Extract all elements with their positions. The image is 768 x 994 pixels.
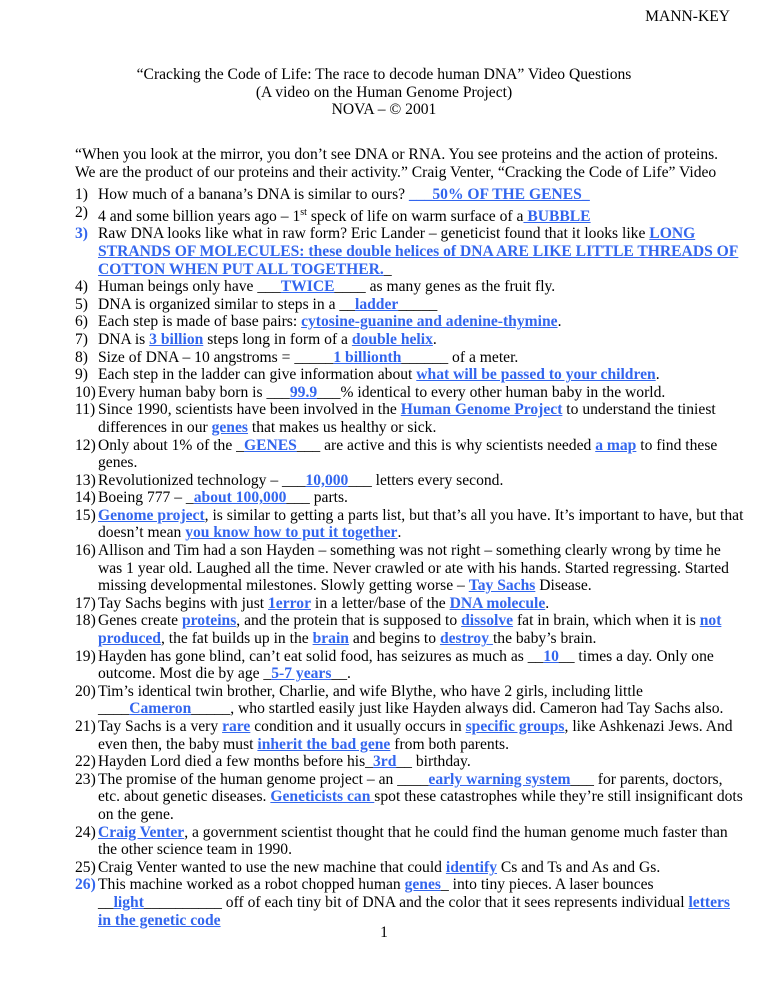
question-text: Size of DNA – 10 angstroms = _____: [98, 348, 334, 366]
subtitle-line: (A video on the Human Genome Project): [255, 83, 513, 101]
question-item: [75, 313, 745, 331]
answer-text: early warning system: [428, 770, 571, 788]
answer-text: TWICE: [280, 278, 335, 296]
question-number: 19): [75, 647, 96, 665]
answer-text: inherit the bad gene: [257, 735, 391, 753]
question-text: ___ letters every second.: [348, 471, 504, 489]
answer-text: 1error: [268, 594, 311, 612]
answer-text: 5-7 years: [271, 665, 332, 683]
answer-text: Craig Venter: [98, 823, 185, 841]
question-text: _ into tiny pieces. A laser bounces __: [98, 876, 654, 911]
question-number: 10): [75, 383, 96, 401]
page-number: 1: [380, 924, 388, 941]
question-text: ____ as many genes as the fruit fly.: [334, 278, 556, 296]
answer-text: double helix: [351, 330, 433, 348]
question-text: ___ for parents, doctors, etc. about genetic diseases.: [98, 770, 723, 806]
question-number: 24): [75, 823, 96, 841]
question-text: 4 and some billion years ago – 1: [98, 207, 301, 225]
question-text: steps long in form of a: [203, 330, 352, 348]
question-number: 3): [75, 225, 88, 243]
answer-text: identify: [445, 858, 497, 876]
question-text: to understand the tiniest differences in our: [98, 401, 716, 436]
question-text: Each step in the ladder can give information about: [98, 366, 417, 384]
question-text: from both parents.: [390, 735, 510, 753]
question-item: [75, 401, 745, 436]
question-item: [75, 876, 745, 929]
answer-text: not produced: [98, 612, 722, 648]
question-number: 21): [75, 718, 96, 735]
question-text: Tim’s identical twin brother, Charlie, and wife Blythe, who have 2 girls, including little ____: [98, 682, 643, 718]
question-item: [75, 718, 745, 753]
question-item: [75, 648, 745, 683]
question-text: The promise of the human genome project – an ____: [98, 770, 429, 788]
question-text: , is similar to getting a parts list, but that’s all you have. It’s important to have, but that doesn’t mean: [98, 506, 744, 542]
question-number: 22): [75, 753, 96, 771]
answer-text: you know how to put it together: [185, 524, 398, 542]
answer-text: proteins: [181, 612, 237, 630]
question-number: 5): [75, 295, 88, 313]
answer-text: DNA molecule: [449, 594, 546, 612]
answer-text: 10: [543, 647, 559, 665]
question-number: 12): [75, 436, 96, 454]
source-line: NOVA – © 2001: [331, 101, 437, 119]
question-text: Hayden has gone blind, can’t eat solid food, has seizures as much as __: [98, 647, 544, 665]
page-header: MANN-KEY: [645, 8, 730, 25]
question-text: Allison and Tim had a son Hayden – something was not right – something clearly wrong by time he was 1 year old. Laughed all the time. Never crawled or ate with his hands. Started regressing. Started missing developmental milestones. Slowly getting worse –: [98, 542, 729, 595]
question-text: Hayden Lord died a few months before his_: [98, 753, 373, 771]
answer-text: cytosine-guanine and adenine-thymine: [301, 313, 558, 331]
answer-text: rare: [222, 718, 251, 735]
question-item: [75, 204, 745, 226]
answer-text: 99.9: [289, 383, 318, 401]
question-number: 20): [75, 682, 96, 700]
question-text: ___% identical to every other human baby in the world.: [317, 383, 666, 401]
question-text: Tay Sachs begins with just: [98, 594, 268, 612]
question-number: 4): [75, 278, 88, 296]
question-number: 8): [75, 348, 88, 366]
question-text: Each step is made of base pairs:: [98, 313, 302, 331]
title-line: “Cracking the Code of Life: The race to decode human DNA” Video Questions: [136, 66, 632, 83]
question-text: Only about 1% of the _: [98, 436, 244, 454]
question-text: Cs and Ts and As and Gs.: [497, 858, 661, 876]
question-text: This machine worked as a robot chopped human: [98, 876, 405, 894]
question-number: 23): [75, 770, 96, 788]
answer-text: Geneticists can: [270, 788, 375, 806]
question-text: DNA is: [98, 330, 150, 348]
intro-quote: “When you look at the mirror, you don’t see DNA or RNA. You see proteins and the action of proteins. We are the product of our proteins and their activity.” Craig Venter, “Cracking the Code of Life” Video: [75, 146, 719, 181]
question-text: , a government scientist thought that he could find the human genome much faster than the other science team in 1990.: [98, 823, 728, 859]
question-number: 7): [75, 330, 88, 348]
question-item: [75, 472, 745, 490]
question-text: .: [655, 366, 660, 384]
question-item: [75, 437, 745, 472]
question-text: .: [397, 524, 402, 542]
question-text: in a letter/base of the: [311, 594, 450, 612]
superscript: st: [300, 206, 307, 218]
answer-text: a map: [595, 436, 637, 454]
answer-text: 10,000: [305, 471, 349, 489]
question-item: [75, 595, 745, 613]
question-number: 18): [75, 612, 96, 630]
question-number: 25): [75, 858, 96, 876]
question-item: [75, 824, 745, 859]
question-number: 14): [75, 489, 96, 507]
question-text: .: [432, 330, 437, 348]
question-text: , and the protein that is supposed to: [236, 612, 462, 630]
question-item: [75, 612, 745, 647]
question-number: 6): [75, 313, 88, 331]
question-text: _: [383, 260, 392, 278]
answer-text: brain: [312, 630, 349, 648]
question-item: [75, 384, 745, 402]
answer-text: Human Genome Project: [400, 401, 563, 419]
question-item: [75, 771, 745, 824]
answer-text: dissolve: [461, 612, 514, 630]
question-text: Tay Sachs is a very: [98, 718, 223, 735]
question-number: 16): [75, 542, 96, 560]
answer-text: genes: [404, 876, 441, 894]
question-text: Boeing 777 – _: [98, 489, 194, 507]
question-item: [75, 331, 745, 349]
answer-text: LONG STRANDS OF MOLECULES: these double helices of DNA ARE LIKE LITTLE THREADS OF COTTON WHEN PUT ALL TOGETHER.: [98, 225, 739, 278]
answer-text: destroy: [439, 630, 493, 648]
answer-text: BUBBLE: [523, 207, 591, 225]
question-number: 1): [75, 186, 88, 203]
question-text: , the fat builds up in the: [160, 630, 313, 648]
answer-text: Genome project: [98, 506, 205, 524]
question-text: , like Ashkenazi Jews. And even then, the baby must: [98, 718, 733, 753]
answer-text: what will be passed to your children: [416, 366, 656, 384]
question-item: [75, 278, 745, 296]
question-text: Craig Venter wanted to use the new machine that could: [98, 858, 446, 876]
answer-text: Tay Sachs: [468, 577, 536, 595]
question-item: [75, 489, 745, 507]
question-text: Revolutionized technology – ___: [98, 471, 306, 489]
question-number: 26): [75, 876, 96, 894]
question-text: fat in brain, which when it is: [513, 612, 700, 630]
answer-text: 1 billionth: [333, 348, 402, 366]
question-text: __ birthday.: [396, 753, 471, 771]
answer-text: letters in the genetic code: [98, 893, 730, 929]
question-item: [75, 683, 745, 718]
answer-text: light: [113, 893, 144, 911]
question-number: 13): [75, 471, 96, 489]
question-text: .: [557, 313, 562, 331]
answer-text: genes: [211, 418, 248, 436]
question-number: 17): [75, 594, 96, 612]
question-text: Human beings only have ___: [98, 278, 281, 296]
question-text: to find these genes.: [98, 436, 718, 472]
question-text: condition and it usually occurs in: [250, 718, 466, 735]
question-text: __.: [331, 665, 351, 683]
question-item: [75, 507, 745, 542]
question-text: __ times a day. Only one outcome. Most die by age _: [98, 647, 714, 683]
question-text: Since 1990, scientists have been involved in the: [98, 401, 401, 419]
question-text: _____, who startled easily just like Hayden always did. Cameron had Tay Sachs also.: [191, 700, 724, 718]
answer-text: 3 billion: [149, 330, 204, 348]
question-text: and begins to: [348, 630, 440, 648]
question-text: DNA is organized similar to steps in a __: [98, 295, 355, 313]
question-item: [75, 349, 745, 367]
answer-text: GENES: [243, 436, 297, 454]
question-text: ___ parts.: [286, 489, 348, 507]
question-text: speck of life on warm surface of a: [306, 207, 524, 225]
answer-text: about 100,000: [193, 489, 287, 507]
question-text: Disease.: [535, 577, 592, 595]
document-title: [0, 66, 768, 119]
question-item: [75, 186, 745, 204]
answer-text: ladder: [354, 295, 399, 313]
question-text: Every human baby born is ___: [98, 383, 290, 401]
question-item: [75, 296, 745, 314]
question-text: ______ of a meter.: [401, 348, 519, 366]
question-text: __________ off of each tiny bit of DNA and the color that it sees represents individual: [143, 893, 689, 911]
question-item: [75, 753, 745, 771]
question-number: 2): [75, 203, 88, 221]
answer-text: Cameron: [129, 700, 192, 718]
question-number: 15): [75, 506, 96, 524]
question-text: that makes us healthy or sick.: [247, 418, 437, 436]
question-text: .: [545, 594, 550, 612]
question-item: [75, 225, 745, 278]
question-item: [75, 859, 745, 877]
question-item: [75, 542, 745, 595]
answer-text: specific groups: [465, 718, 565, 735]
question-number: 11): [75, 401, 96, 419]
question-text: Raw DNA looks like what in raw form? Eric Lander – geneticist found that it looks like: [98, 225, 650, 243]
question-list: [75, 186, 745, 929]
question-text: Genes create: [98, 612, 182, 630]
question-text: spot these catastrophes while they’re still insignificant dots on the gene.: [98, 788, 743, 823]
question-text: _____: [398, 295, 438, 313]
question-text: ___ are active and this is why scientists needed: [296, 436, 596, 454]
answer-text: 3rd: [372, 753, 397, 771]
answer-text: ___50% OF THE GENES_: [408, 186, 590, 203]
question-item: [75, 366, 745, 384]
question-text: How much of a banana’s DNA is similar to ours?: [98, 186, 409, 203]
question-number: 9): [75, 366, 88, 384]
question-text: the baby’s brain.: [492, 630, 597, 648]
